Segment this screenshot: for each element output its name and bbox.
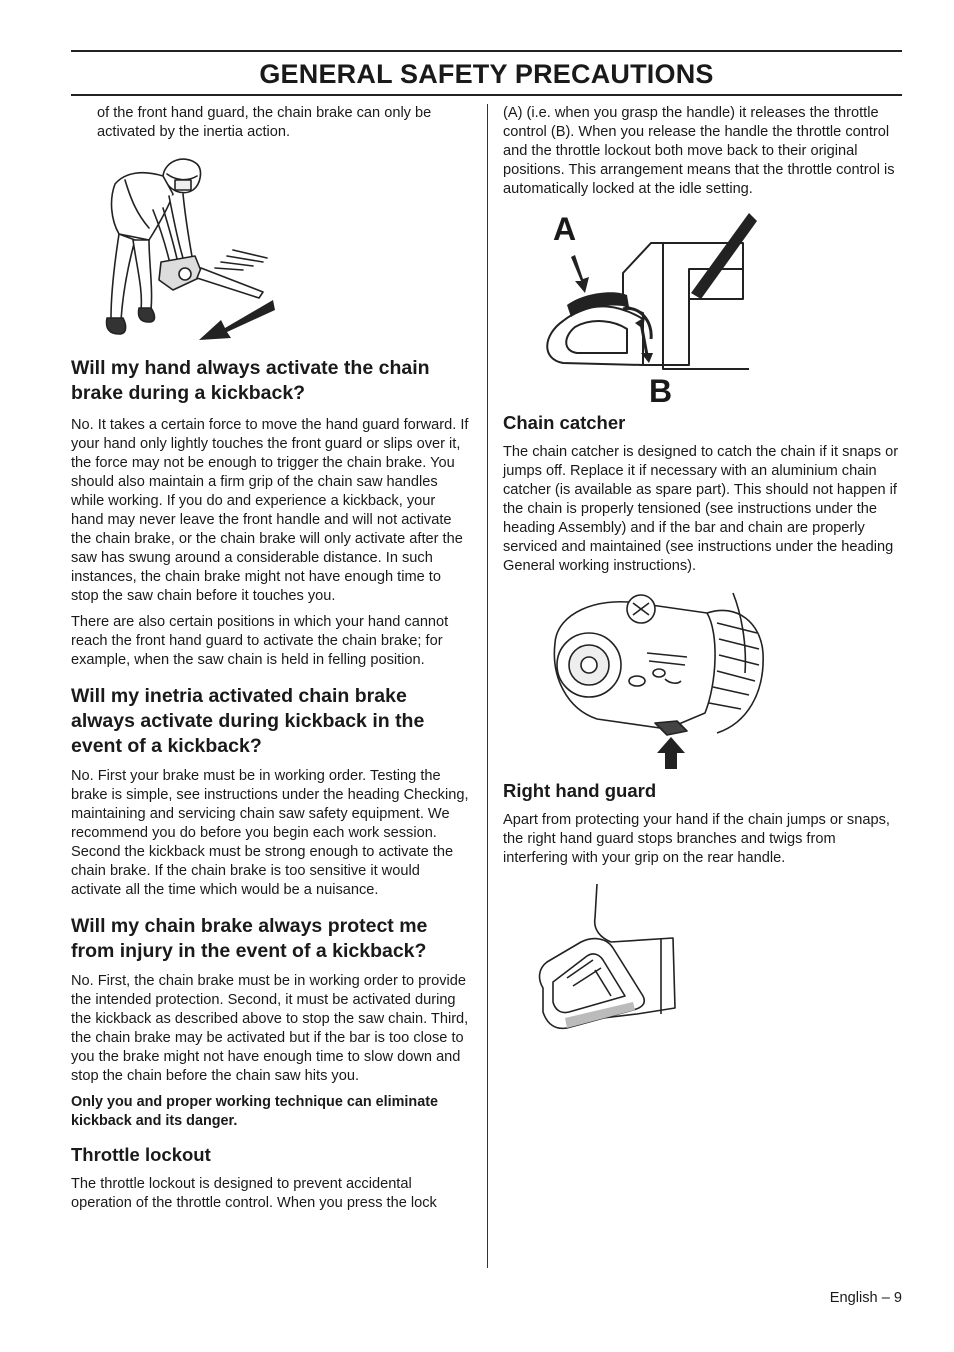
- chain-catcher-illustration: [537, 583, 767, 773]
- section-title-right-hand-guard: Right hand guard: [503, 780, 657, 801]
- left-column: [71, 104, 471, 1220]
- section-title-chain-catcher: Chain catcher: [503, 412, 626, 433]
- kickback-operator-illustration: [103, 150, 313, 350]
- protection-note: Only you and proper working technique can eliminate kickback and its danger.: [71, 1094, 439, 1129]
- right-column: [503, 104, 903, 1048]
- page-footer: English – 9: [829, 1290, 902, 1306]
- throttle-lockout-paragraph: The throttle lockout is designed to prevent accidental operation of the throttle control. When you press the lock: [71, 1176, 437, 1211]
- section-title-protection: Will my chain brake always protect me from injury in the event of a kickback?: [71, 915, 428, 962]
- figure-label-b: B: [649, 373, 673, 409]
- throttle-lockout-figure: [523, 209, 763, 409]
- figure-label-a: A: [553, 211, 577, 247]
- section-title-throttle-lockout: Throttle lockout: [71, 1144, 211, 1165]
- column-divider: [487, 104, 488, 1268]
- page-title: GENERAL SAFETY PRECAUTIONS: [259, 59, 714, 89]
- right-hand-guard-illustration: [533, 878, 683, 1048]
- hand-activation-paragraph-2: There are also certain positions in which your hand cannot reach the front hand guard to activate the chain brake; for example, when the saw chain is held in felling position.: [71, 614, 449, 668]
- section-title-hand-activation: Will my hand always activate the chain brake during a kickback?: [71, 357, 430, 404]
- inertia-paragraph: No. First your brake must be in working order. Testing the brake is simple, see instructions under the heading Checking, maintaining and servicing chain saw safety equipment. We recommend you do before you begin each work session. Second the kickback must be strong enough to activate the chain brake. If the chain brake is too sensitive it would activate all the time which would be a nuisance.: [71, 768, 469, 898]
- page-header: [71, 50, 902, 96]
- right-hand-guard-paragraph: Apart from protecting your hand if the chain jumps or snaps, the right hand guard stops branches and twigs from interfering with your grip on the rear handle.: [503, 812, 890, 866]
- section-title-inertia: Will my inetria activated chain brake always activate during kickback in the event of a kickback?: [71, 685, 425, 757]
- protection-paragraph: No. First, the chain brake must be in working order to provide the intended protection. Second, it must be activated during the kickback as described above to stop the saw chain. Third, the chain brake may be activated but if the bar is too close to you the brake might not have enough time to slow down and stop the chain before the chain saw hits you.: [71, 973, 469, 1084]
- hand-activation-paragraph-1: No. It takes a certain force to move the hand guard forward. If your hand only lightly touches the front guard or slips over it, the force may not be enough to trigger the chain brake. You should also maintain a firm grip of the chain saw handles while working. If you do and experience a kickback, your hand may never leave the front handle and will not activate the chain brake, or the chain brake will only activate after the saw has swung around a considerable distance. In such instances, the chain brake might not have enough time to stop the saw chain before it touches you.: [71, 417, 469, 604]
- intro-paragraph: of the front hand guard, the chain brake can only be activated by the inertia action.: [97, 105, 432, 140]
- chain-catcher-paragraph: The chain catcher is designed to catch the chain if it snaps or jumps off. Replace it if necessary with an aluminium chain catcher (is available as spare part). This should not happen if the chain is properly tensioned (see instructions under the heading Assembly) and if the bar and chain are properly serviced and maintained (see instructions under the heading General working instructions).: [503, 444, 899, 574]
- throttle-lockout-continued: (A) (i.e. when you grasp the handle) it releases the throttle control (B). When you release the handle the throttle control and the throttle lockout both move back to their original positions. This arrangement means that the throttle control is automatically locked at the idle setting.: [503, 105, 895, 197]
